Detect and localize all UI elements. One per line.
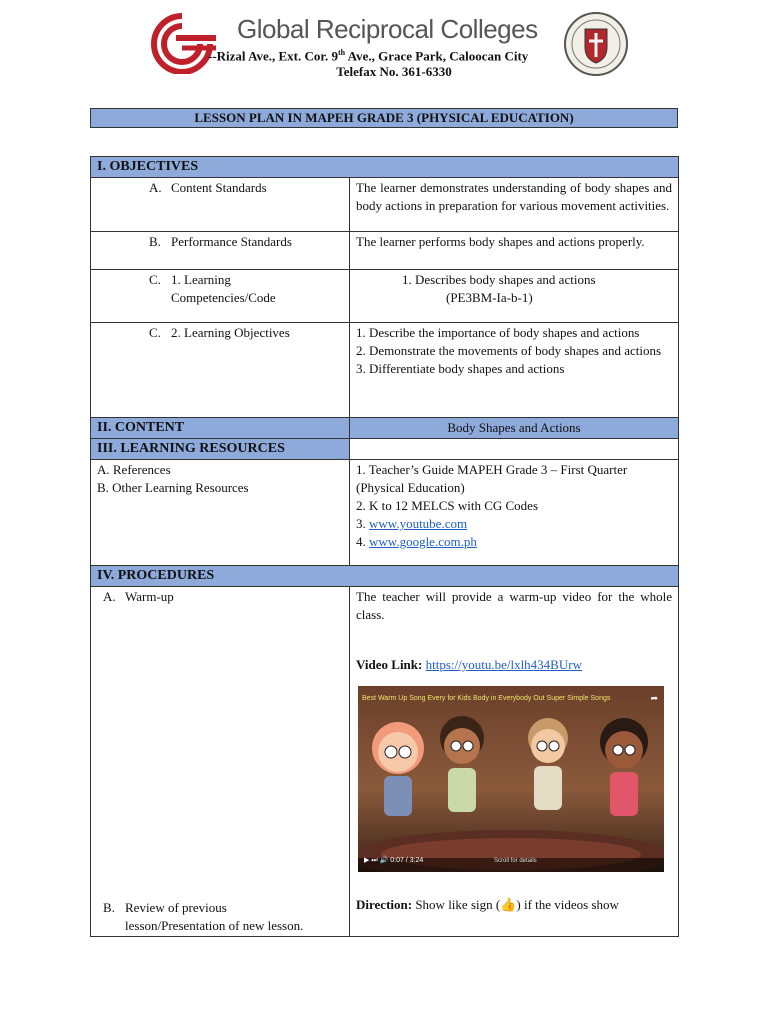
resource-item: 2. K to 12 MELCS with CG Codes <box>356 498 539 513</box>
warmup-text: The teacher will provide a warm-up video for the whole class. <box>356 589 672 622</box>
learning-objective-item: 1. Describe the importance of body shapes and actions <box>356 325 640 340</box>
video-title: Best Warm Up Song Every for Kids Body in Everybody Out Super Simple Songs <box>362 695 611 702</box>
performance-standards-label: Performance Standards <box>171 234 292 249</box>
performance-standards-value: The learner performs body shapes and actions properly. <box>350 232 679 270</box>
video-controls[interactable]: ▶ ⏭ 🔊 0:07 / 3:24 <box>364 857 424 864</box>
resource-item: 4. www.google.com.ph <box>356 534 477 549</box>
resources-row <box>91 460 679 566</box>
lesson-plan-title: LESSON PLAN IN MAPEH GRADE 3 (PHYSICAL EDUCATION) <box>90 108 678 128</box>
other-resources-label: B. Other Learning Resources <box>97 480 249 495</box>
video-link-line: Video Link: https://youtu.be/lxlh434BUrw <box>356 657 582 672</box>
scroll-for-details: Scroll for details <box>494 858 537 864</box>
youtube-link[interactable]: www.youtube.com <box>369 516 468 531</box>
cartoon-kids-image <box>358 686 664 872</box>
share-icon[interactable]: ➦ <box>650 693 658 703</box>
learning-objectives-label: 2. Learning Objectives <box>171 325 290 340</box>
competencies-label: 1. Learning Competencies/Code <box>171 272 276 305</box>
procedures-header-row <box>91 566 679 587</box>
college-seal-icon <box>563 11 629 77</box>
document-header <box>0 0 768 90</box>
learning-objective-item: 3. Differentiate body shapes and actions <box>356 361 565 376</box>
resources-list <box>350 460 679 566</box>
content-value: Body Shapes and Actions <box>350 418 679 439</box>
warmup-label: Warm-up <box>125 589 174 604</box>
competencies-row: C. 1. Learning Competencies/Code 1. Describes body shapes and actions (PE3BM-Ia-b-1) <box>91 270 679 323</box>
review-label: B. Review of previous lesson/Presentation of new lesson. <box>103 900 304 933</box>
objectives-header-row <box>91 157 679 178</box>
content-standards-row: A. Content Standards The learner demonstrates understanding of body shapes and body actions in preparation for various movement activities. <box>91 178 679 232</box>
performance-standards-row: B. Performance Standards The learner performs body shapes and actions properly. <box>91 232 679 270</box>
direction-text: Direction: Show like sign (👍) if the videos show <box>356 897 619 912</box>
learning-objectives-row: C. 2. Learning Objectives 1. Describe the importance of body shapes and actions 2. Demonstrate the movements of body shapes and actions 3. Differentiate body shapes and actions <box>91 323 679 418</box>
learning-objective-item: 2. Demonstrate the movements of body shapes and actions <box>356 343 662 358</box>
objectives-heading: I. OBJECTIVES <box>91 157 679 178</box>
telefax-number: Telefax No. 361-6330 <box>336 64 452 79</box>
resources-header-row <box>91 439 679 460</box>
college-name: Global Reciprocal Colleges <box>237 14 538 44</box>
video-link[interactable]: https://youtu.be/lxlh434BUrw <box>425 657 582 672</box>
learning-objectives-value <box>350 323 679 418</box>
content-heading: II. CONTENT <box>91 418 350 439</box>
resources-heading: III. LEARNING RESOURCES <box>91 439 350 460</box>
content-standards-label: Content Standards <box>171 180 267 195</box>
resource-item: 3. www.youtube.com <box>356 516 468 531</box>
lesson-plan-table <box>90 156 679 937</box>
resource-item: 1. Teacher’s Guide MAPEH Grade 3 – First Quarter (Physical Education) <box>356 462 628 495</box>
content-standards-value: The learner demonstrates understanding of body shapes and body actions in preparation for various movement activities. <box>350 178 679 232</box>
content-row <box>91 418 679 439</box>
references-label: A. References <box>97 462 171 477</box>
video-thumbnail[interactable] <box>358 686 664 872</box>
college-address: --Rizal Ave., Ext. Cor. 9th Ave., Grace Park, Caloocan City <box>208 48 529 64</box>
procedures-heading: IV. PROCEDURES <box>91 566 679 587</box>
competencies-value: 1. Describes body shapes and actions (PE3BM-Ia-b-1) <box>350 270 679 323</box>
procedures-row: A. Warm-up B. Review of previous lesson/Presentation of new lesson. The teacher will provide a warm-up video for the whole class. Video Link: https://youtu.be/lxlh434BUrw Best Warm Up Song Every for Kids Body in Everybody Out Super Simple Songs ➦ ▶ ⏭ 🔊 0:07 / 3:24 Scroll for details Direction: Show like sign (👍) if the videos show <box>91 587 679 937</box>
google-link[interactable]: www.google.com.ph <box>369 534 477 549</box>
